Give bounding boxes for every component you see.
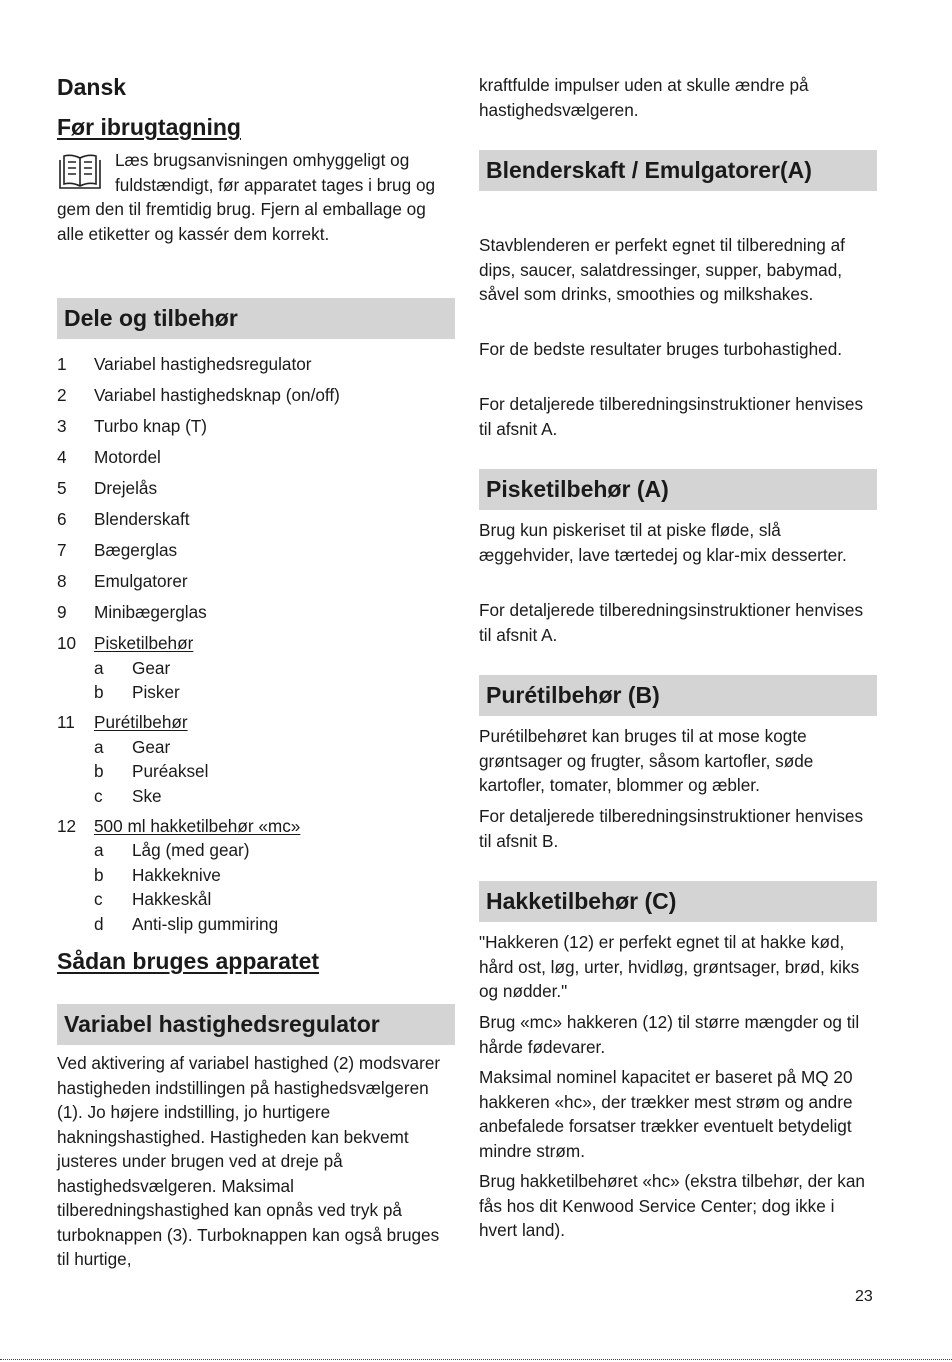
blender-text-3: For detaljerede tilberedningsinstruktioner henvises til afsnit A.	[479, 394, 864, 439]
parts-heading: Dele og tilbehør	[57, 298, 455, 339]
sub-item: b Pisker	[94, 682, 180, 702]
list-item-puree: 11 Purétilbehør	[57, 712, 188, 732]
list-item: 4 Motordel	[57, 447, 161, 467]
sub-item: c Ske	[94, 785, 162, 806]
sub-item: a Gear	[94, 736, 171, 757]
list-item: 1 Variabel hastighedsregulator	[57, 354, 312, 374]
puree-text-1: Purétilbehøret kan bruges til at mose kogte grøntsager og frugter, såsom kartofler, søde kartofler, tomater, blommer og æbler.	[479, 726, 814, 795]
list-item: 6 Blenderskaft	[57, 509, 190, 529]
list-item: 8 Emulgatorer	[57, 571, 188, 591]
list-item: 9 Minibægerglas	[57, 602, 207, 622]
chopper-text-2: Brug «mc» hakkeren (12) til større mængder og til hårde fødevarer.	[479, 1012, 860, 1057]
sub-item: a Låg (med gear)	[94, 840, 250, 860]
speed-regulator-text: Ved aktivering af variabel hastighed (2) modsvarer hastigheden indstillingen på hastighedsvælgeren (1). Jo højere indstilling, jo hurtigere hakningshastighed. Hastigheden kan bekvemt justeres under brugen ved at dreje på hastighedsvælgeren. Maksimal tilberedningshastighed kan opnås ved tryk på turboknappen (3). Turboknappen kan også bruges til hurtige,	[57, 1053, 441, 1269]
list-item: 3 Turbo knap (T)	[57, 416, 208, 436]
blender-text-1: Stavblenderen er perfekt egnet til tilberedning af dips, saucer, salatdressinger, supper, babymad, såvel som drinks, smoothies og milkshakes.	[479, 235, 845, 304]
list-item: 7 Bægerglas	[57, 540, 178, 560]
page-number: 23	[855, 1288, 873, 1305]
sub-item: d Anti-slip gummiring	[94, 913, 279, 934]
intro-text: Læs brugsanvisningen omhyggeligt og fuldstændigt, før apparatet tages i brug og gem den til fremtidig brug. Fjern al emballage og alle etiketter og kassér dem korrekt.	[57, 150, 436, 244]
section-title-usage: Sådan bruges apparatet	[57, 948, 320, 974]
list-item-whisk: 10 Pisketilbehør	[57, 633, 194, 653]
puree-text-2: For detaljerede tilberedningsinstruktioner henvises til afsnit B.	[479, 806, 864, 851]
puree-heading: Purétilbehør (B)	[479, 675, 877, 716]
sub-item: a Gear	[94, 657, 171, 678]
list-item-chopper: 12 500 ml hakketilbehør «mc»	[57, 815, 301, 836]
bottom-dotted-rule	[0, 1359, 952, 1360]
speed-regulator-heading: Variabel hastighedsregulator	[57, 1004, 455, 1045]
sub-item: b Hakkeknive	[94, 864, 221, 885]
section-title-before-use: Før ibrugtagning	[57, 114, 241, 140]
chopper-text-4: Brug hakketilbehøret «hc» (ekstra tilbehør, der kan fås hos dit Kenwood Service Center; dog ikke i hvert land).	[479, 1171, 865, 1240]
whisk-text-1: Brug kun piskeriset til at piske fløde, slå æggehvider, lave tærtedej og klar-mix desserter.	[479, 520, 847, 565]
intro-paragraph	[57, 148, 455, 246]
open-book-icon	[57, 152, 103, 192]
sub-item: b Puréaksel	[94, 761, 209, 781]
list-item: 5 Drejelås	[57, 478, 158, 498]
chopper-text-1: "Hakkeren (12) er perfekt egnet til at hakke kød, hård ost, løg, urter, hvidløg, grøntsager, brød, kiks og nødder."	[479, 932, 860, 1001]
whisk-heading: Pisketilbehør (A)	[479, 469, 877, 510]
sub-item: c Hakkeskål	[94, 889, 212, 909]
language-title: Dansk	[57, 74, 127, 100]
list-item: 2 Variabel hastighedsknap (on/off)	[57, 385, 340, 405]
parts-list	[57, 352, 455, 936]
whisk-text-2: For detaljerede tilberedningsinstruktioner henvises til afsnit A.	[479, 600, 864, 645]
chopper-heading: Hakketilbehør (C)	[479, 881, 877, 922]
continued-text: kraftfulde impulser uden at skulle ændre på hastighedsvælgeren.	[479, 75, 809, 120]
blender-text-2: For de bedste resultater bruges turbohastighed.	[479, 339, 843, 359]
blender-heading: Blenderskaft / Emulgatorer(A)	[479, 150, 877, 191]
chopper-text-3: Maksimal nominel kapacitet er baseret på MQ 20 hakkeren «hc», der trækker mest strøm og andre anbefalede forsatser trækker eventuelt betydeligt mindre strøm.	[479, 1067, 853, 1161]
